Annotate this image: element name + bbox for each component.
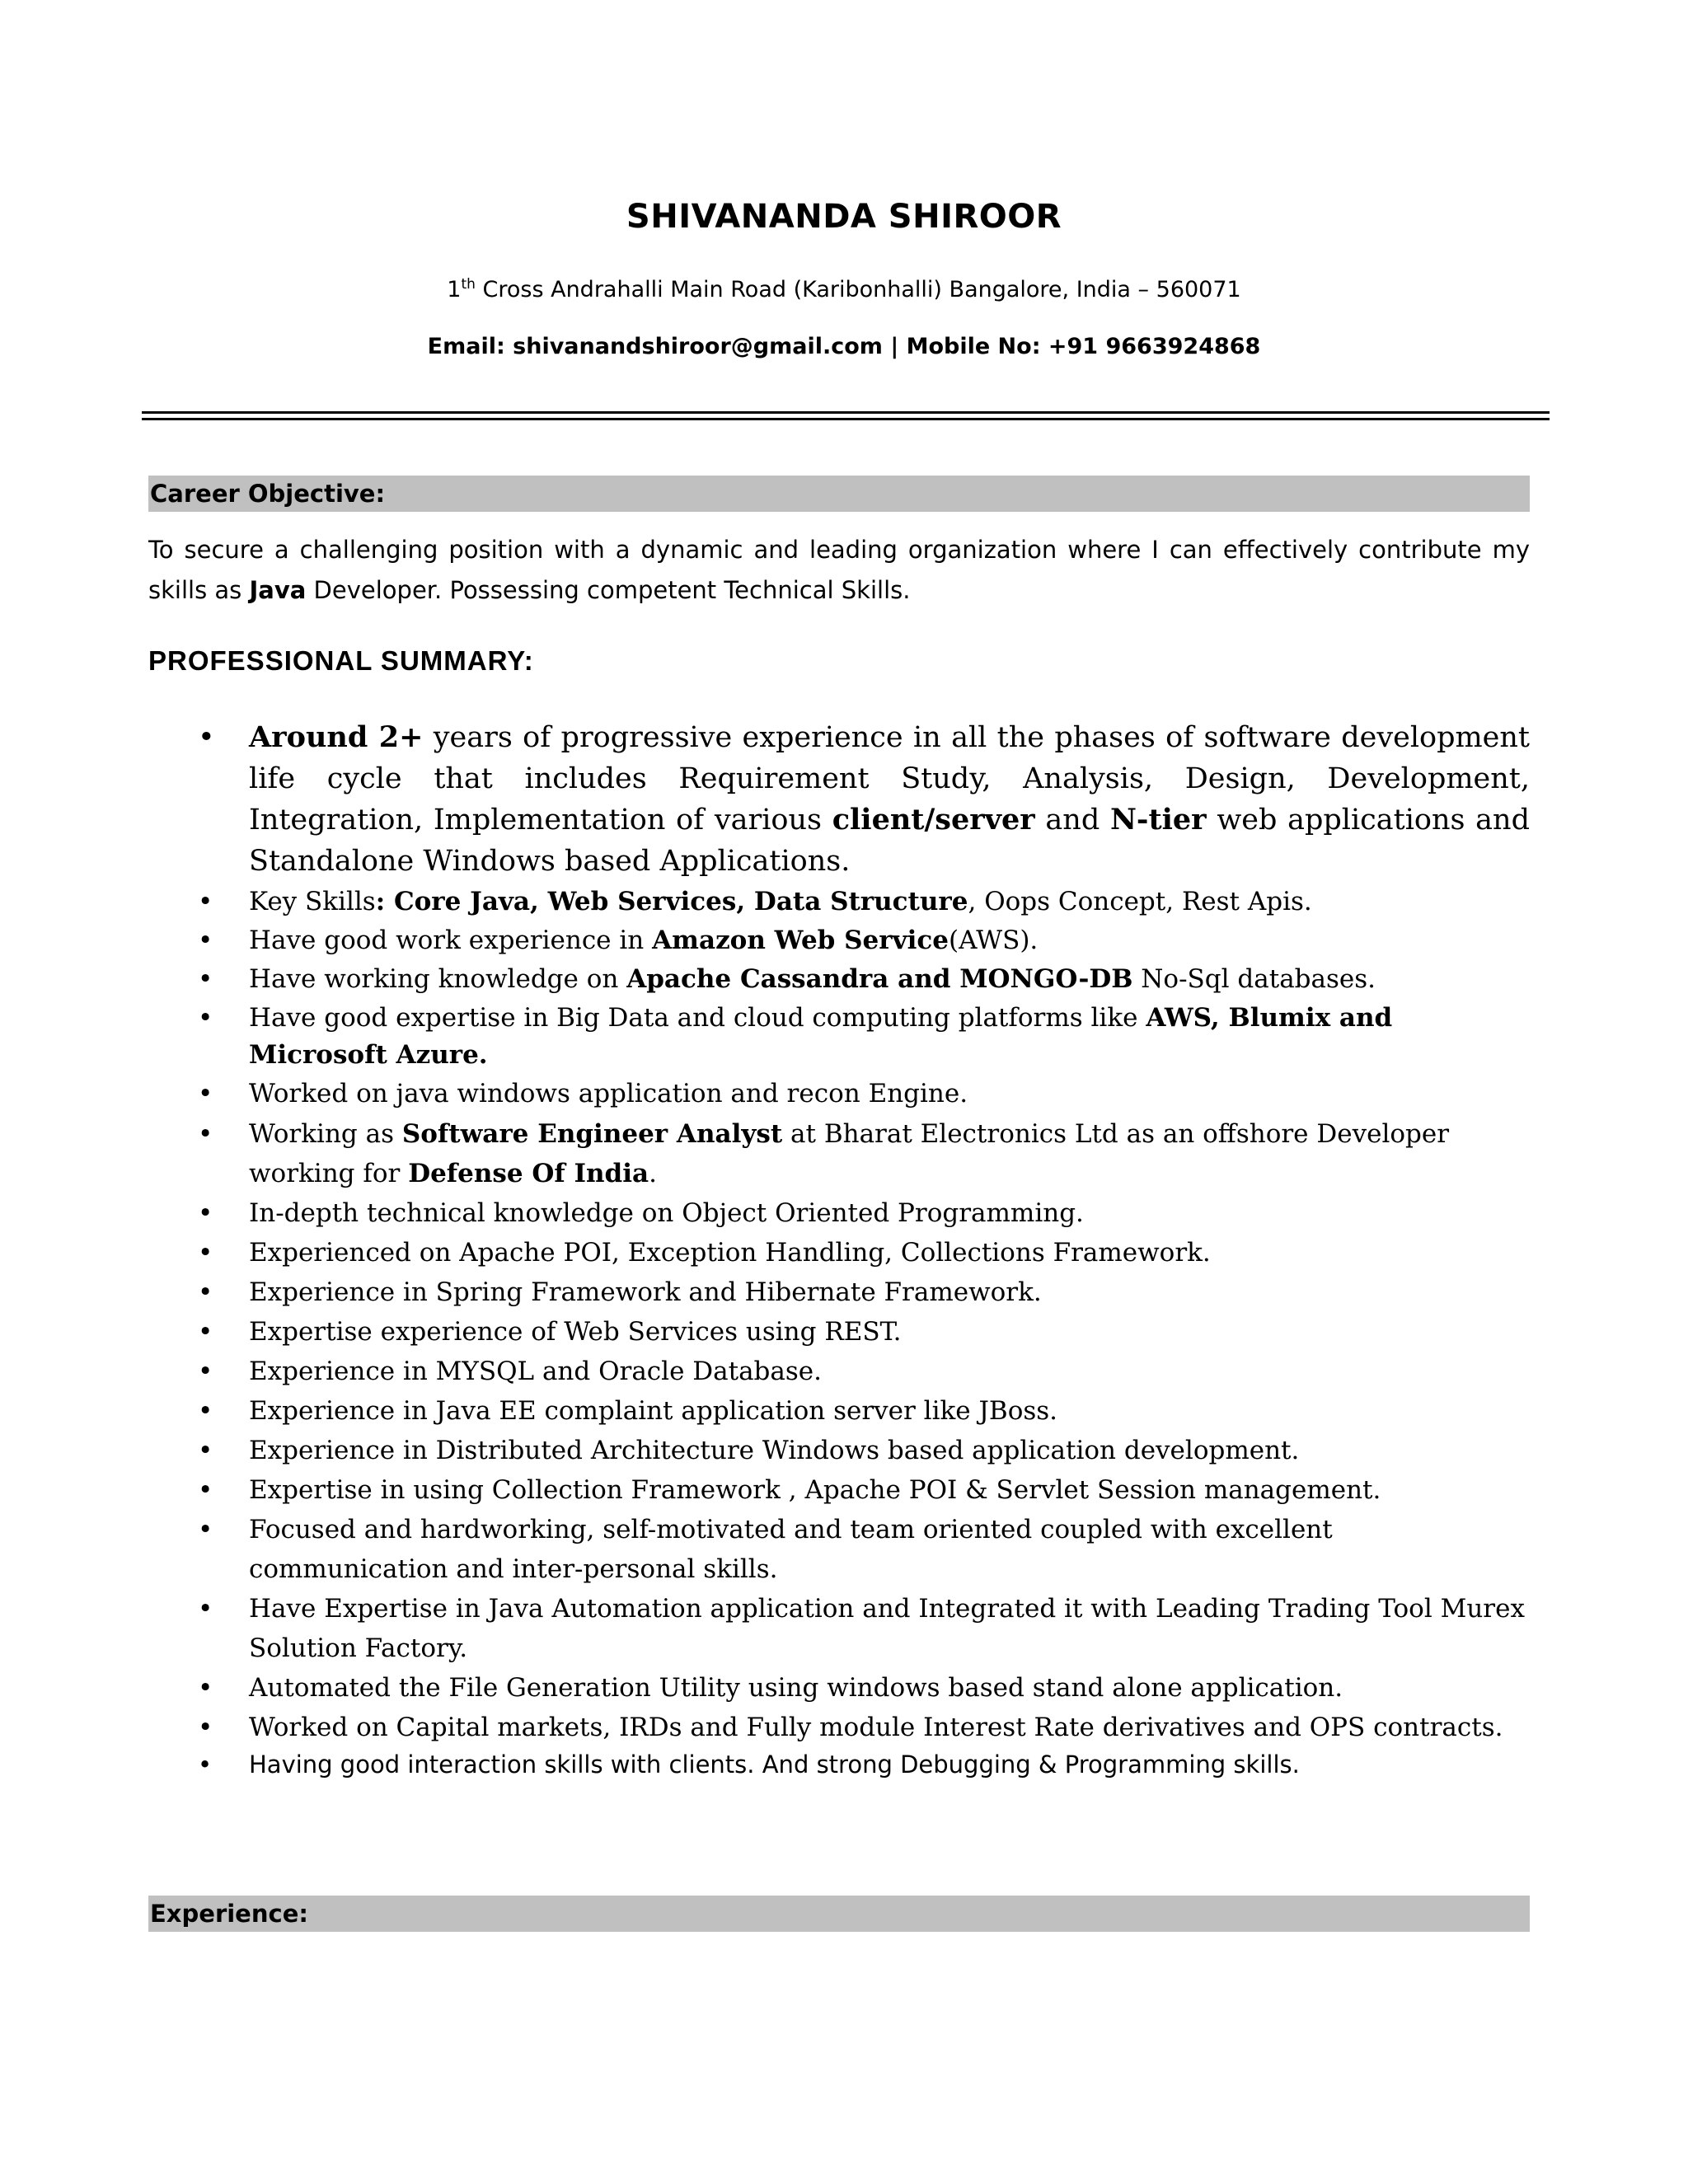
summary-list-item [148, 1114, 1530, 1193]
summary-item-text: Focused and hardworking, self-motivated and team oriented coupled with excellent communication and inter-personal skills. [249, 1515, 1333, 1584]
address-number: 1 [447, 277, 462, 302]
summary-item-bold-text: Amazon Web Service [652, 926, 949, 955]
bullet-icon: • [198, 1317, 213, 1347]
summary-list-item [148, 1747, 1530, 1782]
summary-item-text: No-Sql databases. [1132, 964, 1376, 994]
summary-item-text: years of progressive experience in all the phases of software development life cycle that includes Requirement Study, Analysis, Design, Development, Integration, Implementation of various [249, 721, 1531, 837]
bullet-icon: • [198, 1238, 213, 1268]
header-divider-bottom [142, 418, 1550, 420]
summary-list-item [148, 1470, 1530, 1510]
career-objective-text [148, 530, 1530, 611]
summary-item-text: In-depth technical knowledge on Object Oriented Programming. [249, 1198, 1084, 1228]
summary-item-text: Experience in Java EE complaint application server like JBoss. [249, 1396, 1058, 1426]
summary-item-text: Worked on java windows application and recon Engine. [249, 1079, 968, 1108]
bullet-icon: • [198, 1079, 213, 1108]
professional-summary-heading: PROFESSIONAL SUMMARY: [148, 645, 534, 676]
summary-item-text: web applications and Standalone Windows based Applications. [249, 804, 1530, 878]
header-divider-top [142, 411, 1550, 414]
summary-list-item [148, 1391, 1530, 1431]
bullet-icon: • [198, 887, 213, 916]
bullet-icon: • [198, 1750, 213, 1779]
summary-item-text: . [649, 1159, 657, 1188]
bullet-icon: • [198, 1515, 213, 1544]
bullet-icon: • [198, 1436, 213, 1465]
bullet-icon: • [198, 1198, 213, 1228]
summary-list-item [148, 717, 1530, 882]
summary-item-text: Worked on Capital markets, IRDs and Fully module Interest Rate derivatives and OPS contracts. [249, 1713, 1503, 1742]
summary-item-bold-text: AWS, Blumix and Microsoft Azure. [249, 1003, 1393, 1070]
bullet-icon: • [198, 1003, 213, 1033]
experience-heading: Experience: [148, 1896, 1530, 1932]
summary-item-text: Have good expertise in Big Data and cloud computing platforms like [249, 1003, 1146, 1033]
summary-item-text: Having good interaction skills with clients. And strong Debugging & Programming skills. [249, 1750, 1300, 1779]
summary-list-item [148, 1272, 1530, 1312]
summary-list-item [148, 1312, 1530, 1352]
summary-item-text: Expertise experience of Web Services using REST. [249, 1317, 902, 1347]
summary-item-text: , Oops Concept, Rest Apis. [968, 887, 1312, 916]
career-objective-heading: Career Objective: [148, 476, 1530, 512]
bullet-icon: • [198, 1119, 213, 1149]
summary-item-bold-text: Around 2+ [249, 720, 424, 754]
summary-list-item [148, 1668, 1530, 1708]
objective-text-start: To secure a challenging position with a dynamic and leading organization where I can effectively contribute my skills as [148, 536, 1530, 604]
summary-item-text: Experience in MYSQL and Oracle Database. [249, 1357, 822, 1386]
summary-item-bold-text: Defense Of India [408, 1159, 649, 1188]
summary-list-item [148, 1352, 1530, 1391]
summary-list-item [148, 1233, 1530, 1272]
summary-list-item [148, 1431, 1530, 1470]
summary-list-item [148, 961, 1530, 998]
bullet-icon: • [198, 926, 213, 955]
summary-item-text: and [1034, 804, 1110, 837]
summary-item-text: Expertise in using Collection Framework , Apache POI & Servlet Session management. [249, 1475, 1381, 1505]
candidate-name: SHIVANANDA SHIROOR [626, 198, 1062, 236]
bullet-icon: • [198, 1396, 213, 1426]
bullet-icon: • [198, 1277, 213, 1307]
bullet-icon: • [198, 1594, 213, 1624]
summary-item-text: (AWS). [949, 926, 1039, 955]
summary-list-item [148, 1000, 1530, 1074]
summary-item-text: at Bharat Electronics Ltd as an offshore Developer working for [249, 1119, 1450, 1188]
bullet-icon: • [198, 1475, 213, 1505]
summary-list-item [148, 883, 1530, 921]
summary-item-bold-text: Software Engineer Analyst [401, 1119, 783, 1149]
summary-item-bold-text: N-tier [1109, 803, 1207, 837]
summary-item-text: Working as [249, 1119, 402, 1149]
address-ordinal: th [461, 276, 476, 293]
summary-item-bold-text: : Core Java, Web Services, Data Structure [375, 887, 968, 916]
summary-list-item [148, 922, 1530, 959]
summary-list-item [148, 1510, 1530, 1589]
summary-item-text: Key Skills [249, 887, 376, 916]
summary-item-text: Have Expertise in Java Automation application and Integrated it with Leading Trading Tool Murex Solution Factory. [249, 1594, 1525, 1663]
summary-item-text: Experience in Spring Framework and Hibernate Framework. [249, 1277, 1042, 1307]
summary-item-bold-text: Apache Cassandra and MONGO-DB [626, 964, 1133, 994]
summary-item-bold-text: client/server [832, 803, 1035, 837]
address-line [0, 276, 1688, 302]
objective-text-bold: Java [249, 576, 307, 604]
bullet-icon: • [198, 964, 213, 994]
summary-list-item [148, 1589, 1530, 1668]
bullet-icon: • [198, 1713, 213, 1742]
contact-line: Email: shivanandshiroor@gmail.com | Mobile No: +91 9663924868 [427, 334, 1261, 359]
summary-item-text: Have good work experience in [249, 926, 653, 955]
summary-item-text: Have working knowledge on [249, 964, 627, 994]
objective-text-end: Developer. Possessing competent Technical Skills. [306, 576, 911, 604]
summary-item-text: Experience in Distributed Architecture Windows based application development. [249, 1436, 1300, 1465]
bullet-icon: • [198, 721, 215, 754]
summary-item-text: Experienced on Apache POI, Exception Handling, Collections Framework. [249, 1238, 1211, 1268]
bullet-icon: • [198, 1357, 213, 1386]
summary-list-item [148, 1708, 1530, 1747]
summary-list-item [148, 1193, 1530, 1233]
address-text: Cross Andrahalli Main Road (Karibonhalli) Bangalore, India – 560071 [475, 277, 1241, 302]
summary-bullet-list [148, 717, 1530, 1782]
summary-list-item [148, 1076, 1530, 1113]
summary-item-text: Automated the File Generation Utility using windows based stand alone application. [249, 1673, 1343, 1703]
bullet-icon: • [198, 1673, 213, 1703]
